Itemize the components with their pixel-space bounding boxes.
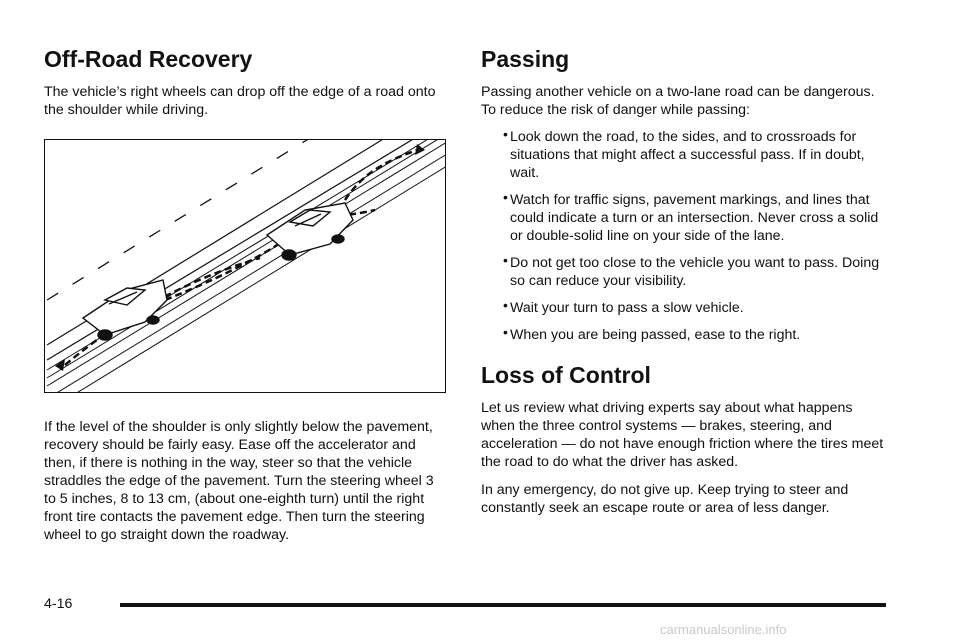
watermark: carmanualsonline.info	[660, 622, 787, 637]
road-drawing	[45, 140, 446, 393]
off-road-intro: The vehicle’s right wheels can drop off the edge of a road onto the shoulder while driving.	[44, 84, 436, 118]
passing-list	[481, 128, 885, 344]
list-item: • Watch for traffic signs, pavement markings, and lines that could indicate a turn or an intersection. Never cross a solid or double-solid line on your side of the lane.	[503, 189, 879, 244]
passing-intro: Passing another vehicle on a two-lane road can be dangerous. To reduce the risk of danger while passing:	[481, 84, 875, 118]
list-item: • Do not get too close to the vehicle you want to pass. Doing so can reduce your visibility.	[503, 252, 880, 289]
page-number: 4-16	[44, 596, 73, 612]
list-item: • Wait your turn to pass a slow vehicle.	[503, 297, 744, 316]
loss-paragraph-1: Let us review what driving experts say about what happens when the three control systems — brakes, steering, and acceleration — do not have enough friction where the tires meet the road to do what the driver has asked.	[481, 400, 884, 470]
left-column	[44, 44, 448, 544]
passing-heading: Passing	[481, 46, 570, 72]
list-item: • Look down the road, to the sides, and to crossroads for situations that might affect a successful pass. If in doubt, wait.	[503, 126, 865, 181]
loss-of-control-heading: Loss of Control	[481, 362, 651, 388]
list-item: • When you are being passed, ease to the right.	[503, 324, 801, 343]
bullet-icon: •	[503, 126, 508, 142]
off-road-body: If the level of the shoulder is only slightly below the pavement, recovery should be fairly easy. Ease off the accelerator and then, if there is nothing in the way, steer so that the vehicle straddles the edge of the pavement. Turn the steering wheel 3 to 5 inches, 8 to 13 cm, (about one-eighth turn) until the right front tire contacts the pavement edge. Then turn the steering wheel to go straight down the roadway.	[44, 419, 434, 543]
bullet-icon: •	[503, 189, 508, 205]
right-column	[481, 44, 885, 517]
bullet-icon: •	[503, 252, 508, 268]
footer-rule	[120, 603, 886, 607]
loss-paragraph-2: In any emergency, do not give up. Keep trying to steer and constantly seek an escape route or area of less danger.	[481, 482, 849, 516]
off-road-recovery-illustration	[44, 139, 446, 393]
front-car	[267, 203, 353, 260]
bullet-icon: •	[503, 297, 508, 313]
off-road-recovery-heading: Off-Road Recovery	[44, 46, 253, 72]
bullet-icon: •	[503, 324, 508, 340]
